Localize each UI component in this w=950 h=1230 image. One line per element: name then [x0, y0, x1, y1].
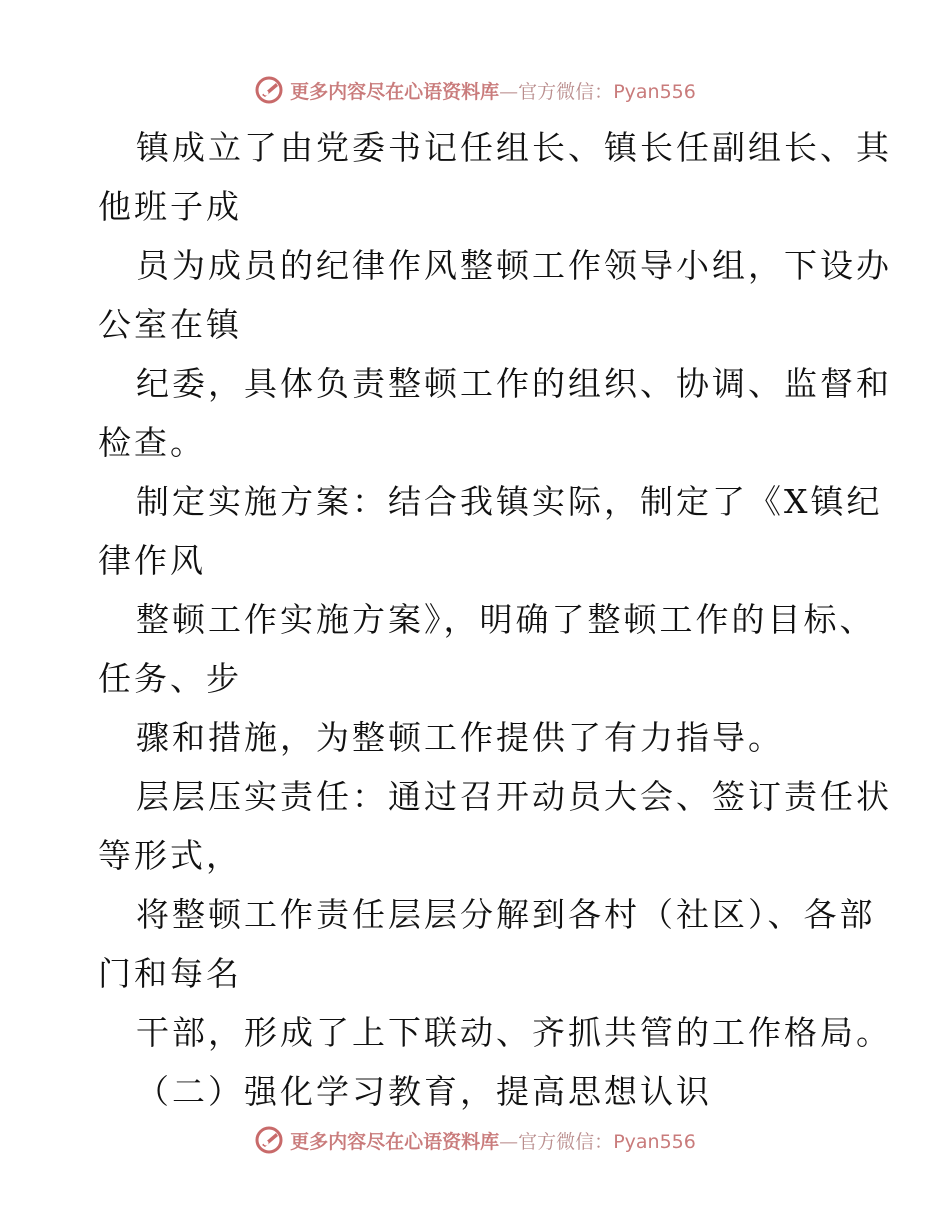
text-line: 镇成立了由党委书记任组长、镇长任副组长、其 — [136, 128, 892, 167]
logo-icon — [254, 75, 284, 105]
banner-text — [290, 1127, 696, 1154]
text-line: 将整顿工作责任层层分解到各村（社区）、各部 — [136, 895, 876, 934]
document-body — [98, 118, 892, 1121]
section-heading: （二）强化学习教育，提高思想认识 — [136, 1072, 712, 1111]
text-line: 干部，形成了上下联动、齐抓共管的工作格局。 — [136, 1013, 892, 1052]
logo-icon — [254, 1125, 284, 1155]
text-line: 制定实施方案：结合我镇实际，制定了《X镇纪 — [136, 482, 883, 521]
banner-site: 更多内容尽在心语资料库 — [290, 80, 500, 103]
banner-separator: — — [499, 80, 519, 103]
text-line: 员为成员的纪律作风整顿工作领导小组，下设办 — [136, 246, 892, 285]
text-line: 层层压实责任：通过召开动员大会、签订责任状 — [136, 777, 892, 816]
text-line: 检查。 — [98, 423, 206, 462]
text-line: 骤和措施，为整顿工作提供了有力指导。 — [136, 718, 784, 757]
text-line: 公室在镇 — [98, 305, 242, 344]
banner-wechat-label: 官方微信： — [518, 80, 614, 103]
text-line: 任务、步 — [98, 659, 242, 698]
text-line: 他班子成 — [98, 187, 242, 226]
text-line: 门和每名 — [98, 954, 242, 993]
text-line: 整顿工作实施方案》，明确了整顿工作的目标、 — [136, 600, 876, 639]
banner-site: 更多内容尽在心语资料库 — [290, 1130, 500, 1153]
banner-text — [290, 77, 696, 104]
text-line: 纪委，具体负责整顿工作的组织、协调、监督和 — [136, 364, 892, 403]
text-line: 等形式， — [98, 836, 242, 875]
banner-wechat-id: Pyan556 — [613, 80, 696, 103]
text-line: 律作风 — [98, 541, 206, 580]
header-banner — [0, 70, 950, 110]
banner-separator: — — [499, 1130, 519, 1153]
banner-wechat-label: 官方微信： — [518, 1130, 614, 1153]
footer-banner — [0, 1120, 950, 1160]
banner-wechat-id: Pyan556 — [613, 1130, 696, 1153]
